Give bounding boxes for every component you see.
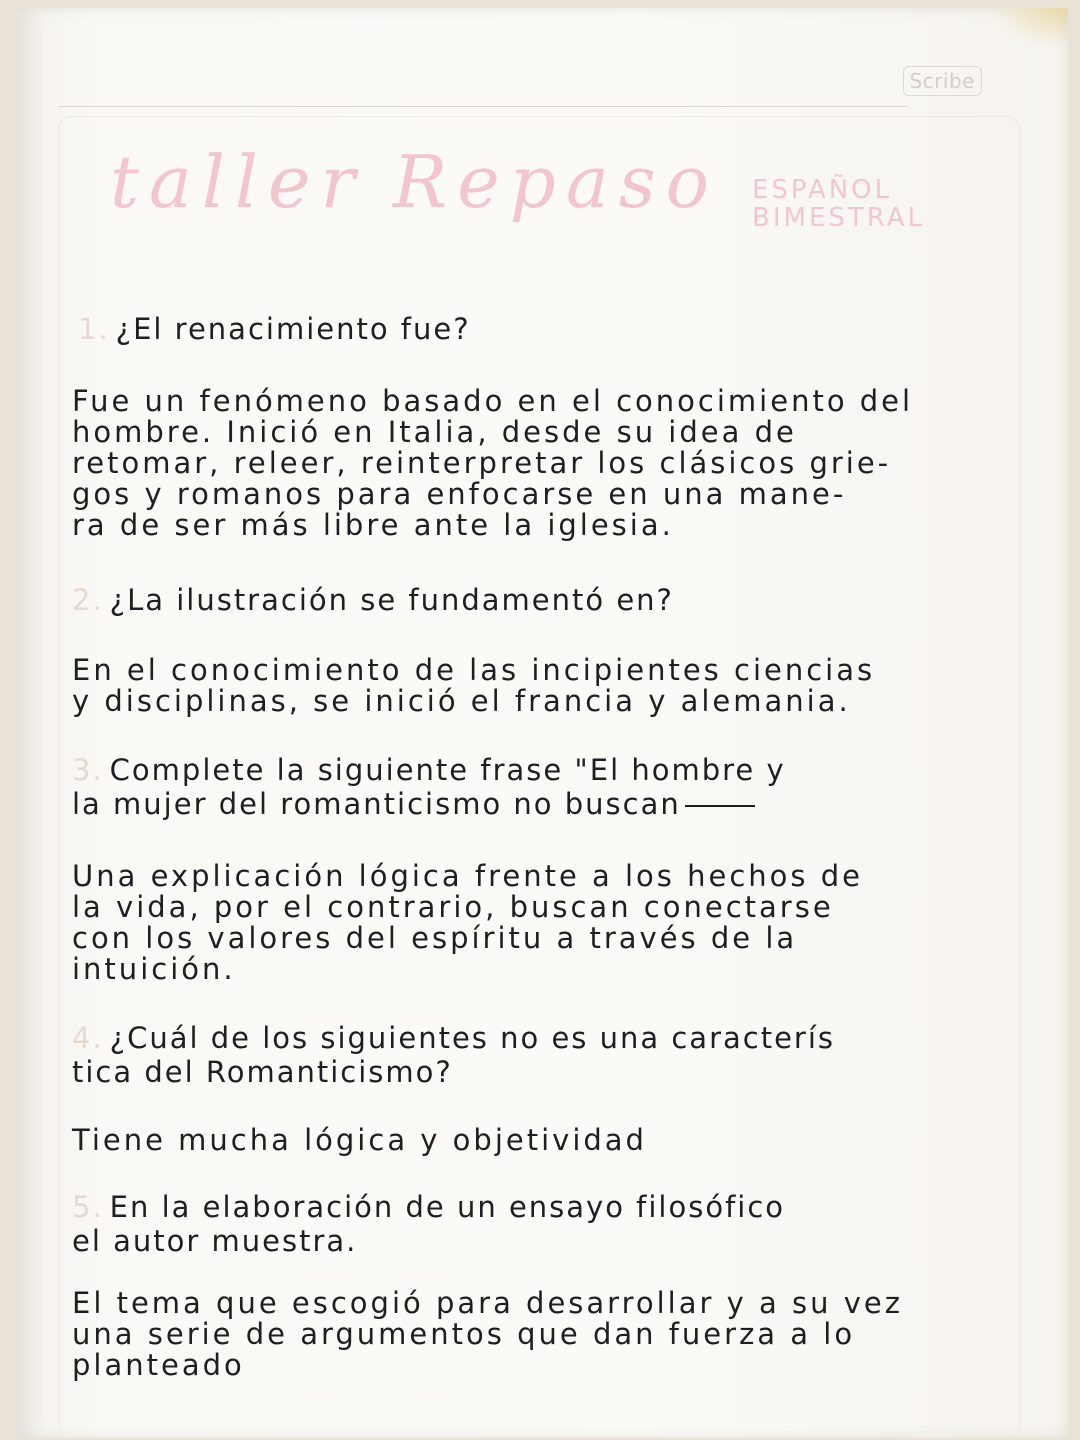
- question-2: [72, 583, 1012, 617]
- answer-1: [72, 386, 1012, 541]
- question-line: el autor muestra.: [72, 1224, 358, 1258]
- subject-label: [752, 176, 925, 232]
- answer-4: [72, 1125, 1012, 1156]
- question-block-5: [72, 1190, 1012, 1381]
- answer-line: con los valores del espíritu a través de la: [72, 921, 798, 955]
- answer-line: En el conocimiento de las incipientes ciencias: [72, 653, 876, 687]
- answer-line: gos y romanos para enfocarse en una mane-: [72, 477, 847, 511]
- brand-logo: Scribe: [903, 66, 982, 96]
- question-text: ¿La ilustración se fundamentó en?: [109, 583, 674, 617]
- answer-line: una serie de argumentos que dan fuerza a lo: [72, 1317, 856, 1351]
- question-number: 5.: [72, 1190, 104, 1224]
- notes-content: [72, 312, 1012, 1381]
- page-title: [110, 140, 719, 224]
- fill-in-blank: [685, 805, 755, 807]
- question-number: 3.: [72, 753, 104, 787]
- answer-line: hombre. Inició en Italia, desde su idea de: [72, 415, 797, 449]
- question-text: la mujer del romanticismo no buscan: [72, 787, 681, 821]
- answer-3: [72, 861, 1012, 985]
- answer-line: Fue un fenómeno basado en el conocimiento del: [72, 384, 914, 418]
- question-line: [72, 753, 1012, 787]
- answer-5: [72, 1288, 1012, 1381]
- title-word-2: Repaso: [392, 140, 720, 224]
- answer-line: retomar, releer, reinterpretar los clásicos grie-: [72, 446, 892, 480]
- question-number: 2.: [72, 583, 104, 617]
- question-line: [72, 1021, 1012, 1055]
- header-rule: [58, 106, 908, 107]
- question-5: [72, 1190, 1012, 1258]
- question-line: tica del Romanticismo?: [72, 1055, 453, 1089]
- page-corner-shadow: [988, 8, 1068, 48]
- question-text: ¿El renacimiento fue?: [115, 312, 471, 346]
- answer-line: ra de ser más libre ante la iglesia.: [72, 508, 674, 542]
- question-number: 4.: [72, 1021, 104, 1055]
- answer-2: [72, 655, 1012, 717]
- question-number: 1.: [78, 312, 110, 346]
- question-block-1: [72, 312, 1012, 541]
- answer-line: y disciplinas, se inició el francia y alemania.: [72, 684, 851, 718]
- question-3: [72, 753, 1012, 821]
- question-text: En la elaboración de un ensayo filosófico: [109, 1190, 786, 1224]
- answer-line: planteado: [72, 1348, 245, 1382]
- subject-line-1: ESPAÑOL: [752, 175, 893, 205]
- question-block-4: [72, 1021, 1012, 1156]
- question-1: [72, 312, 1012, 346]
- answer-line: Tiene mucha lógica y objetividad: [72, 1123, 647, 1157]
- question-4: [72, 1021, 1012, 1089]
- question-line: [72, 787, 1012, 821]
- subject-line-2: BIMESTRAL: [752, 203, 926, 233]
- answer-line: El tema que escogió para desarrollar y a su vez: [72, 1286, 903, 1320]
- question-block-3: [72, 753, 1012, 985]
- question-text: Complete la siguiente frase "El hombre y: [109, 753, 786, 787]
- question-block-2: [72, 583, 1012, 717]
- answer-line: Una explicación lógica frente a los hechos de: [72, 859, 863, 893]
- answer-line: la vida, por el contrario, buscan conectarse: [72, 890, 834, 924]
- title-word-1: taller: [110, 140, 365, 224]
- question-text: ¿Cuál de los siguientes no es una caracterís: [109, 1021, 836, 1055]
- question-line: [72, 1190, 1012, 1224]
- answer-line: intuición.: [72, 952, 236, 986]
